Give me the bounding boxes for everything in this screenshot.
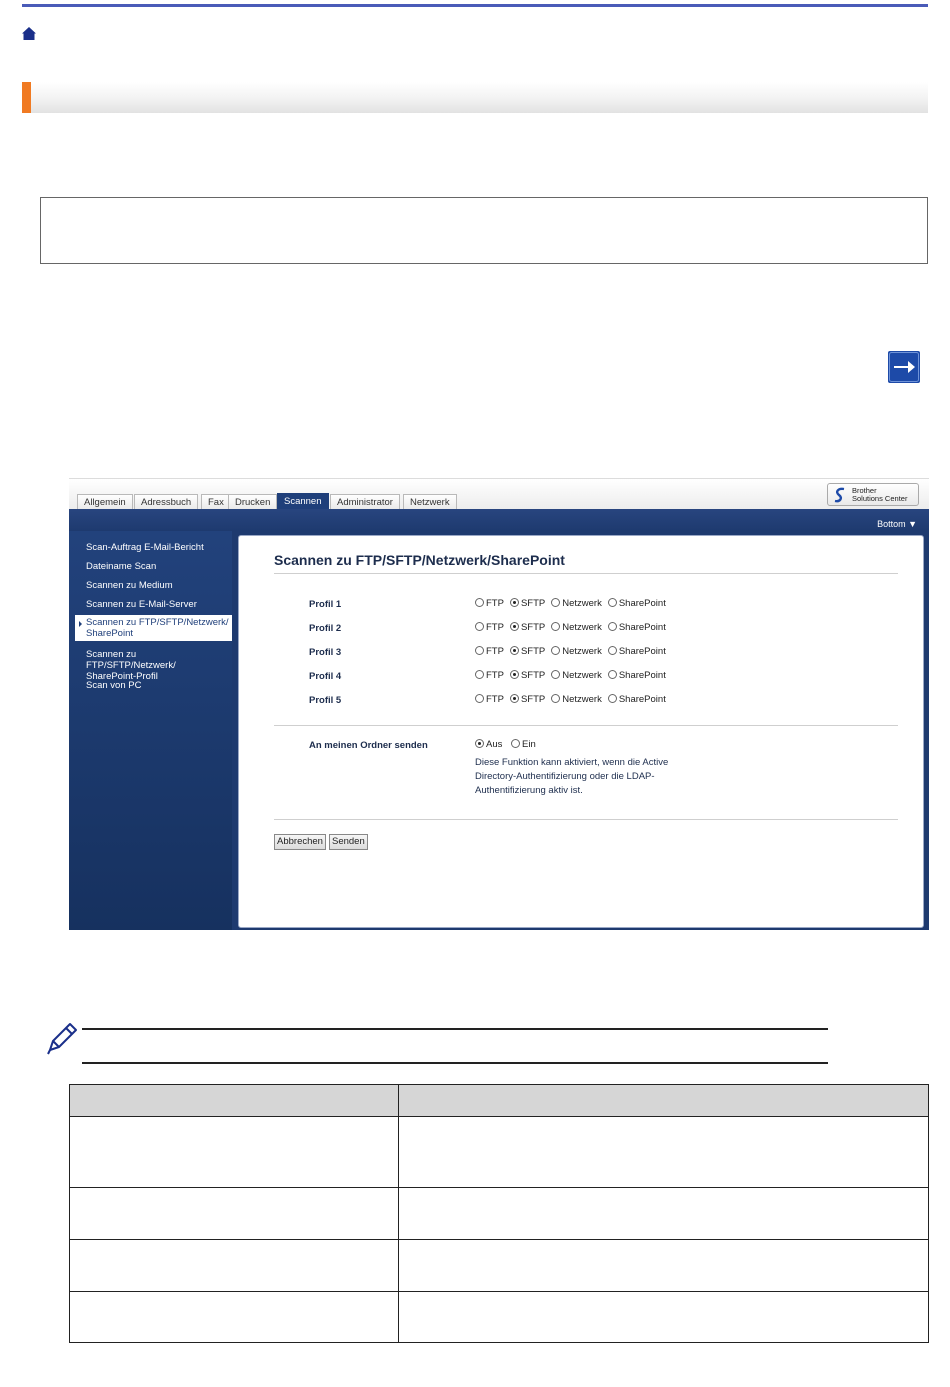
top-rule: [22, 4, 928, 7]
brother-solutions-center-button[interactable]: [827, 483, 919, 506]
section-accent: [22, 82, 31, 113]
option-label: FTP: [486, 622, 504, 633]
table-header-cell: [399, 1085, 929, 1117]
option-label: FTP: [486, 646, 504, 657]
nav-bar: [69, 509, 929, 531]
cancel-button[interactable]: Abbrechen: [274, 834, 326, 850]
radio-button[interactable]: [551, 646, 560, 655]
profile-label: Profil 1: [309, 599, 342, 610]
data-table: [69, 1084, 929, 1343]
profile-option[interactable]: [510, 646, 545, 657]
table-header-cell: [70, 1085, 399, 1117]
radio-button[interactable]: [475, 598, 484, 607]
sidebar-item-scan-from-pc[interactable]: Scan von PC: [86, 680, 142, 691]
option-label: SFTP: [520, 598, 546, 609]
radio-aus[interactable]: [475, 739, 484, 748]
table-cell: [70, 1117, 399, 1188]
profile-option[interactable]: [510, 694, 545, 705]
radio-button[interactable]: [510, 670, 519, 679]
profile-option[interactable]: [551, 622, 602, 633]
brother-logo-icon: [832, 487, 848, 503]
profile-option[interactable]: [608, 598, 666, 609]
tab-fax[interactable]: Fax: [201, 494, 231, 510]
outline-box: [40, 197, 928, 264]
radio-button[interactable]: [510, 694, 519, 703]
radio-button[interactable]: [475, 694, 484, 703]
radio-button[interactable]: [551, 694, 560, 703]
table-row: [70, 1188, 929, 1240]
profile-option[interactable]: [551, 598, 602, 609]
divider: [274, 725, 898, 726]
folder-radio-group: [475, 739, 542, 750]
tab-netzwerk[interactable]: Netzwerk: [403, 494, 457, 510]
home-icon[interactable]: [21, 26, 37, 42]
option-label: FTP: [486, 598, 504, 609]
next-arrow-icon[interactable]: [888, 351, 920, 383]
tab-scannen[interactable]: Scannen: [277, 493, 329, 511]
radio-button[interactable]: [551, 598, 560, 607]
profile-radio-group: [475, 670, 672, 681]
radio-button[interactable]: [608, 622, 617, 631]
tab-bar: [69, 478, 929, 510]
profile-radio-group: [475, 694, 672, 705]
profile-radio-group: [475, 598, 672, 609]
profile-option[interactable]: [475, 670, 504, 681]
profile-option[interactable]: [608, 694, 666, 705]
table-cell: [399, 1292, 929, 1343]
profile-radio-group: [475, 622, 672, 633]
table-header-row: [70, 1085, 929, 1117]
profile-option[interactable]: [551, 646, 602, 657]
option-label: FTP: [486, 670, 504, 681]
option-label: Aus: [486, 739, 503, 750]
option-label: SharePoint: [618, 646, 666, 657]
profile-option[interactable]: [475, 694, 504, 705]
folder-label: An meinen Ordner senden: [309, 740, 428, 751]
folder-option-aus[interactable]: [475, 739, 502, 750]
sidebar-item-scan-to-ftp[interactable]: Scannen zu FTP/SFTP/Netzwerk/ SharePoint: [75, 615, 232, 641]
radio-button[interactable]: [551, 622, 560, 631]
page-title: Scannen zu FTP/SFTP/Netzwerk/SharePoint: [274, 552, 565, 568]
profile-label: Profil 3: [309, 647, 342, 658]
radio-ein[interactable]: [511, 739, 520, 748]
profile-option[interactable]: [551, 670, 602, 681]
profile-label: Profil 4: [309, 671, 342, 682]
tab-adressbuch[interactable]: Adressbuch: [134, 494, 198, 510]
folder-note: Diese Funktion kann aktiviert, wenn die Active Directory-Authentifizierung oder die LDAP-Authentifizierung aktiv ist.: [475, 757, 669, 796]
table-cell: [70, 1240, 399, 1292]
web-ui-screenshot: [69, 478, 929, 930]
radio-button[interactable]: [475, 670, 484, 679]
radio-button[interactable]: [608, 670, 617, 679]
option-label: Netzwerk: [562, 598, 602, 609]
option-label: SharePoint: [618, 694, 666, 705]
section-header-bar: [22, 82, 928, 113]
table-cell: [70, 1188, 399, 1240]
option-label: SFTP: [520, 670, 546, 681]
tab-administrator[interactable]: Administrator: [330, 494, 400, 510]
table-cell: [399, 1117, 929, 1188]
sidebar-item-scan-to-media[interactable]: Scannen zu Medium: [86, 580, 173, 591]
profile-label: Profil 5: [309, 695, 342, 706]
table-row: [70, 1240, 929, 1292]
option-label: SFTP: [520, 646, 546, 657]
bottom-link[interactable]: Bottom ▼: [877, 519, 917, 529]
option-label: SFTP: [520, 622, 546, 633]
profile-option[interactable]: [475, 646, 504, 657]
table-cell: [399, 1188, 929, 1240]
profile-option[interactable]: [475, 622, 504, 633]
folder-option-ein[interactable]: [511, 739, 536, 750]
table-cell: [399, 1240, 929, 1292]
tab-allgemein[interactable]: Allgemein: [77, 494, 133, 510]
option-label: Netzwerk: [562, 646, 602, 657]
option-label: SharePoint: [618, 670, 666, 681]
pencil-note-icon: [44, 1020, 80, 1056]
logo-line2: Solutions Center: [852, 494, 908, 503]
profile-option[interactable]: [608, 622, 666, 633]
table-cell: [70, 1292, 399, 1343]
profile-option[interactable]: [608, 670, 666, 681]
profile-option[interactable]: [475, 598, 504, 609]
option-label: SharePoint: [618, 622, 666, 633]
option-label: Netzwerk: [562, 694, 602, 705]
radio-button[interactable]: [551, 670, 560, 679]
profile-label: Profil 2: [309, 623, 342, 634]
option-label: FTP: [486, 694, 504, 705]
radio-button[interactable]: [475, 622, 484, 631]
option-label: Ein: [522, 739, 536, 750]
logo-line1: Brother: [852, 486, 877, 495]
option-label: SharePoint: [618, 598, 666, 609]
radio-button[interactable]: [475, 646, 484, 655]
sidebar: [69, 531, 232, 930]
profile-radio-group: [475, 646, 672, 657]
send-button[interactable]: Senden: [329, 834, 368, 850]
radio-button[interactable]: [510, 622, 519, 631]
sidebar-item-scan-to-ftp-profile[interactable]: Scannen zu FTP/SFTP/Netzwerk/ SharePoint-Profil: [86, 649, 176, 682]
radio-button[interactable]: [608, 598, 617, 607]
divider: [274, 573, 898, 574]
table-row: [70, 1117, 929, 1188]
profile-option[interactable]: [510, 622, 545, 633]
radio-button[interactable]: [608, 694, 617, 703]
sidebar-item-scan-report[interactable]: Scan-Auftrag E-Mail-Bericht: [86, 542, 204, 553]
option-label: SFTP: [520, 694, 546, 705]
note-bottom-rule: [82, 1062, 828, 1064]
radio-button[interactable]: [608, 646, 617, 655]
content-panel: [238, 535, 924, 928]
option-label: Netzwerk: [562, 622, 602, 633]
sidebar-item-filename[interactable]: Dateiname Scan: [86, 561, 157, 572]
profile-option[interactable]: [510, 670, 545, 681]
profile-option[interactable]: [551, 694, 602, 705]
radio-button[interactable]: [510, 646, 519, 655]
table-row: [70, 1292, 929, 1343]
profile-option[interactable]: [510, 598, 545, 609]
divider: [274, 819, 898, 820]
option-label: Netzwerk: [562, 670, 602, 681]
profile-option[interactable]: [608, 646, 666, 657]
sidebar-item-scan-to-email[interactable]: Scannen zu E-Mail-Server: [86, 599, 197, 610]
tab-drucken[interactable]: Drucken: [228, 494, 277, 510]
radio-button[interactable]: [510, 598, 519, 607]
note-top-rule: [82, 1028, 828, 1030]
